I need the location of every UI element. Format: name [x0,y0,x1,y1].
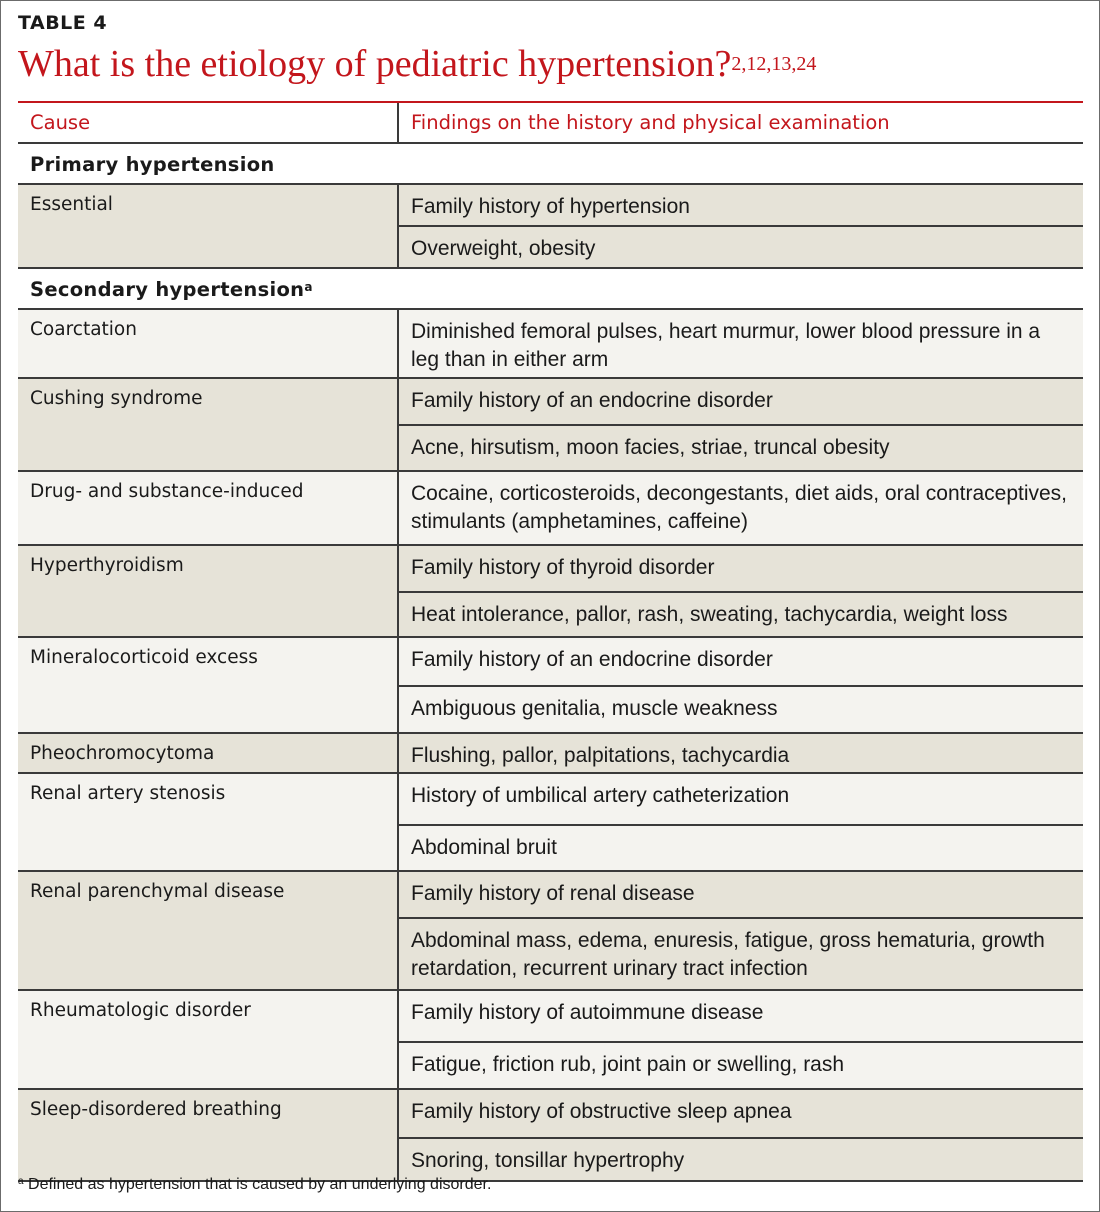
cause-cell: Pheochromocytoma [18,734,399,772]
table-body [18,144,1083,1182]
finding-cell: Acne, hirsutism, moon facies, striae, truncal obesity [399,424,1083,470]
findings-cell-group [399,472,1083,544]
finding-cell: Diminished femoral pulses, heart murmur, lower blood pressure in a leg than in either arm [411,320,1041,371]
findings-cell-group [399,310,1083,377]
findings-cell-group [399,1090,1083,1180]
cause-cell: Hyperthyroidism [18,546,399,636]
column-header-findings: Findings on the history and physical examination [411,111,890,134]
finding-cell: Fatigue, friction rub, joint pain or swelling, rash [399,1041,1083,1088]
etiology-table [18,101,1083,1182]
footnote-text: Defined as hypertension that is caused by an underlying disorder. [28,1176,492,1193]
cause-cell: Cushing syndrome [18,379,399,470]
table-row [18,991,1083,1090]
cause-cell: Coarctation [18,310,399,377]
table-title [18,42,816,86]
findings-cell-group [399,991,1083,1088]
finding-cell: Abdominal mass, edema, enuresis, fatigue, gross hematuria, growth retardation, recurrent urinary tract infection [399,917,1083,989]
table-row [18,872,1083,991]
title-references: 2,12,13,24 [731,53,817,75]
section-heading-text: Secondary hypertension [30,278,305,301]
cause-cell: Renal artery stenosis [18,774,399,870]
table-row [18,734,1083,774]
footnote [18,1176,491,1194]
table-header-row [18,103,1083,144]
table-row [18,185,1083,269]
finding-cell: Ambiguous genitalia, muscle weakness [399,685,1083,732]
finding-cell: Heat intolerance, pallor, rash, sweating, tachycardia, weight loss [399,591,1083,636]
findings-cell-group [399,734,1083,772]
cause-cell: Rheumatologic disorder [18,991,399,1088]
cause-cell: Essential [18,185,399,267]
finding-cell: Family history of renal disease [411,882,695,905]
title-text: What is the etiology of pediatric hypertension? [18,43,732,85]
section-heading [18,269,1083,310]
table-row [18,379,1083,472]
finding-cell: Snoring, tonsillar hypertrophy [399,1137,1083,1180]
cause-cell: Renal parenchymal disease [18,872,399,989]
section-heading-text: Primary hypertension [30,153,275,176]
table-row [18,472,1083,546]
finding-cell: Family history of obstructive sleep apnea [411,1100,792,1123]
cause-cell: Sleep-disordered breathing [18,1090,399,1180]
section-heading [18,144,1083,185]
findings-cell-group [399,872,1083,989]
finding-cell: Family history of an endocrine disorder [411,389,773,412]
finding-cell: Flushing, pallor, palpitations, tachycardia [411,744,790,767]
finding-cell: Family history of hypertension [411,195,690,218]
table-row [18,774,1083,872]
table-label: TABLE 4 [18,12,108,34]
findings-cell-group [399,185,1083,267]
table-row [18,546,1083,638]
finding-cell: Abdominal bruit [399,824,1083,870]
section-heading-footnote-marker: a [304,280,313,294]
table-row [18,310,1083,379]
table-row [18,638,1083,734]
cause-cell: Mineralocorticoid excess [18,638,399,732]
finding-cell: Cocaine, corticosteroids, decongestants, diet aids, oral contraceptives, stimulants (amphetamines, caffeine) [411,482,1068,533]
cause-cell: Drug- and substance-induced [18,472,399,544]
findings-cell-group [399,379,1083,470]
findings-cell-group [399,774,1083,870]
finding-cell: Family history of thyroid disorder [411,556,715,579]
findings-cell-group [399,546,1083,636]
finding-cell: Overweight, obesity [399,225,1083,267]
finding-cell: History of umbilical artery catheterization [411,784,790,807]
findings-cell-group [399,638,1083,732]
finding-cell: Family history of an endocrine disorder [411,648,773,671]
finding-cell: Family history of autoimmune disease [411,1001,764,1024]
column-header-cause: Cause [18,103,399,142]
footnote-marker: a [18,1176,24,1187]
table-row [18,1090,1083,1182]
